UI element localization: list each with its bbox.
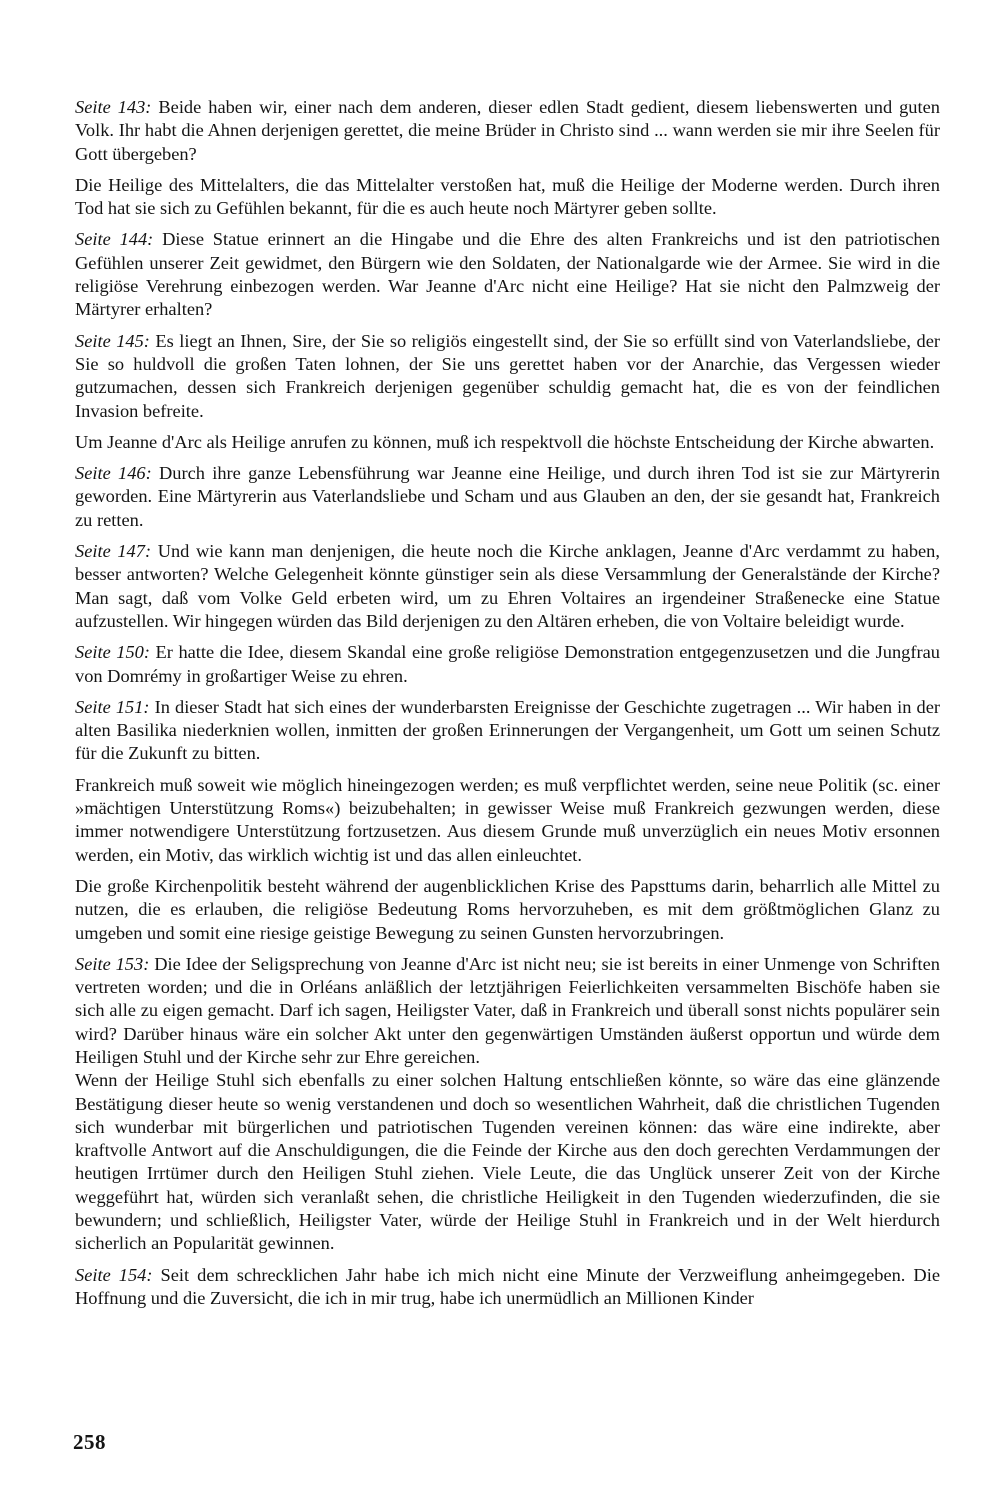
paragraph-text: Seit dem schrecklichen Jahr habe ich mich nicht eine Minute der Verzweiflung anheimgegeben. Die Hoffnung und die Zuversicht, die ich in mir trug, habe ich unermüdlich an Millionen Kinder: [75, 1264, 940, 1308]
paragraph: [75, 1069, 940, 1255]
body-text: [75, 96, 940, 1310]
page-reference: Seite 154:: [75, 1264, 153, 1285]
page-reference: Seite 150:: [75, 642, 150, 663]
paragraph-text: Es liegt an Ihnen, Sire, der Sie so religiös eingestellt sind, der Sie so erfüllt sind von Vaterlandsliebe, der Sie so huldvoll die großen Taten lohnen, der Sie uns gerettet haben vor der Anarchie, das Vergessen wieder gutzumachen, dessen sich Frankreich derjenigen gegenüber schuldig gemacht hat, die es von der feindlichen Invasion befreite.: [75, 330, 940, 421]
paragraph-text: Und wie kann man denjenigen, die heute noch die Kirche anklagen, Jeanne d'Arc verdammt zu haben, besser antworten? Welche Gelegenheit könnte günstiger sein als diese Versammlung der Generalstände der Kirche? Man sagt, daß vom Volke Geld erbeten wird, um zu Ehren Voltaires an irgendeiner Straßenecke eine Statue aufzustellen. Wir hingegen würden das Bild derjenigen zu den Altären erheben, die von Voltaire beleidigt wurde.: [75, 541, 940, 631]
paragraph: [75, 540, 940, 633]
page-reference: Seite 146:: [75, 463, 152, 484]
paragraph-text: Frankreich muß soweit wie möglich hineingezogen werden; es muß verpflichtet werden, seine neue Politik (sc. einer »mächtigen Unterstützung Roms«) beizubehalten; in gewisser Weise muß Frankreich gezwungen werden, diese immer notwendigere Unterstützung fortzusetzen. Aus diesem Grunde muß unverzüglich ein neues Motiv ersonnen werden, ein Motiv, das wirklich wichtig ist und das allen einleuchtet.: [75, 774, 940, 865]
paragraph-text: Durch ihre ganze Lebensführung war Jeanne eine Heilige, und durch ihren Tod ist sie zur Märtyrerin geworden. Eine Märtyrerin aus Vaterlandsliebe und Scham und aus Glauben an den, der sie gesandt hat, Frankreich zu retten.: [75, 463, 940, 530]
page-reference: Seite 151:: [75, 696, 150, 717]
paragraph-text: Um Jeanne d'Arc als Heilige anrufen zu können, muß ich respektvoll die höchste Entscheidung der Kirche abwarten.: [75, 431, 935, 452]
paragraph: [75, 696, 940, 766]
paragraph-text: Er hatte die Idee, diesem Skandal eine große religiöse Demonstration entgegenzusetzen und die Jungfrau von Domrémy in großartiger Weise zu ehren.: [75, 642, 940, 686]
page-number: 258: [73, 1430, 106, 1454]
paragraph: [75, 431, 940, 454]
paragraph-text: Die Heilige des Mittelalters, die das Mittelalter verstoßen hat, muß die Heilige der Moderne werden. Durch ihren Tod hat sie sich zu Gefühlen bekannt, für die es auch heute noch Märtyrer geben sollte.: [75, 174, 940, 219]
paragraph: [75, 953, 940, 1069]
paragraph: [75, 774, 940, 867]
paragraph: [75, 174, 940, 221]
paragraph-text: Diese Statue erinnert an die Hingabe und die Ehre des alten Frankreichs und ist den patriotischen Gefühlen unserer Zeit gewidmet, den Bürgern wie den Soldaten, der Nationalgarde wie der Armee. Sie wird in die religiöse Verehrung einbezogen werden. War Jeanne d'Arc nicht eine Heilige? Hat sie nicht den Palmzweig der Märtyrer erhalten?: [75, 229, 940, 320]
paragraph: [75, 875, 940, 945]
paragraph-text: Wenn der Heilige Stuhl sich ebenfalls zu einer solchen Haltung entschließen könnte, so wäre das eine glänzende Bestätigung dieser heute so wenig verstandenen und doch so wesentlichen Wahrheit, daß die christlichen Tugenden sich wunderbar mit bürgerlichen und patriotischen Tugenden vereinen können: das wäre eine indirekte, aber kraftvolle Antwort auf die Anschuldigungen, die die Feinde der Kirche aus den doch gerechten Verdammungen der heutigen Irrtümer durch den Heiligen Stuhl ziehen. Viele Leute, die das Unglück unserer Zeit von der Kirche weggeführt hat, würden sich veranlaßt sehen, die christliche Heiligkeit in den Tugenden wiederzufinden, die sie bewundern; und schließlich, Heiligster Vater, würde der Heilige Stuhl in Frankreich und in der Welt hierdurch sicherlich an Popularität gewinnen.: [75, 1070, 940, 1254]
paragraph-text: Die Idee der Seligsprechung von Jeanne d'Arc ist nicht neu; sie ist bereits in einer Unmenge von Schriften vertreten worden; und die in Orléans anläßlich der letztjährigen Feierlichkeiten versammelten Bischöfe haben sie sich alle zu eigen gemacht. Darf ich sagen, Heiligster Vater, daß in Frankreich und überall sonst nichts populärer sein wird? Darüber hinaus wäre ein solcher Akt unter den gegenwärtigen Umständen äußerst opportun und würde dem Heiligen Stuhl und der Kirche sehr zur Ehre gereichen.: [75, 953, 940, 1067]
page-reference: Seite 145:: [75, 330, 150, 351]
paragraph-text: In dieser Stadt hat sich eines der wunderbarsten Ereignisse der Geschichte zugetragen ... Wir haben in der alten Basilika niederknien wollen, inmitten der großen Erinnerungen der Vergangenheit, um Gott um seinen Schutz für die Zukunft zu bitten.: [75, 696, 940, 764]
page-reference: Seite 153:: [75, 953, 150, 974]
paragraph: [75, 1264, 940, 1311]
paragraph-text: Die große Kirchenpolitik besteht während der augenblicklichen Krise des Papsttums darin, beharrlich alle Mittel zu nutzen, die es erlauben, die religiöse Bedeutung Roms hervorzuheben, es mit dem größtmöglichen Glanz zu umgeben und somit eine riesige geistige Bewegung zu seinen Gunsten hervorzubringen.: [75, 875, 940, 943]
page-reference: Seite 144:: [75, 229, 154, 250]
paragraph: [75, 96, 940, 166]
paragraph-text: Beide haben wir, einer nach dem anderen, dieser edlen Stadt gedient, diesem liebenswerten und guten Volk. Ihr habt die Ahnen derjenigen gerettet, die meine Brüder in Christo sind ... wann werden sie mir ihre Seelen für Gott übergeben?: [75, 97, 940, 164]
paragraph: [75, 641, 940, 688]
paragraph: [75, 330, 940, 423]
page-reference: Seite 143:: [75, 97, 152, 117]
paragraph: [75, 462, 940, 532]
page-reference: Seite 147:: [75, 541, 152, 562]
paragraph: [75, 228, 940, 321]
